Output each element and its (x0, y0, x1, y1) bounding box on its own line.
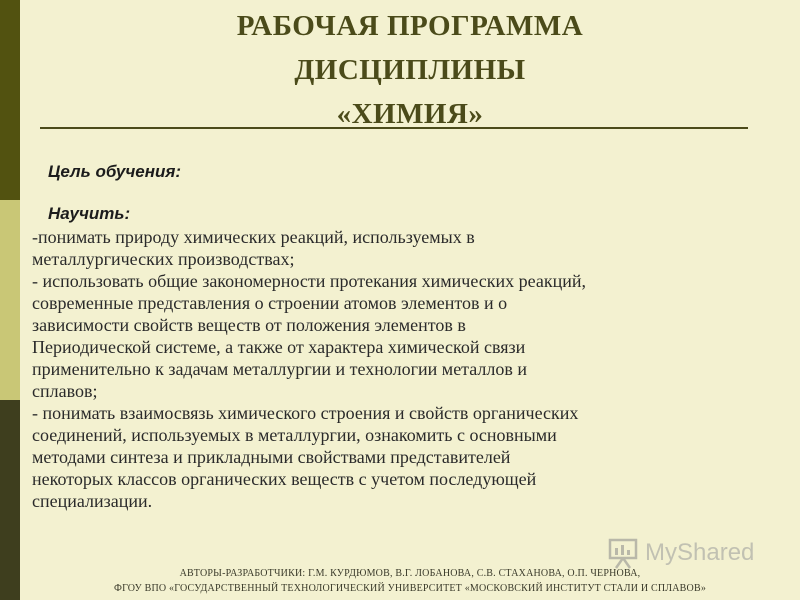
side-band-middle (0, 200, 20, 400)
objective-item (32, 226, 768, 270)
footer-line: АВТОРЫ-РАЗРАБОТЧИКИ: Г.М. КУРДЮМОВ, В.Г. ЛОБАНОВА, С.В. СТАХАНОВА, О.П. ЧЕРНОВА, (179, 568, 641, 579)
title-line: ДИСЦИПЛИНЫ (294, 54, 526, 86)
objective-line: - понимать взаимосвязь химического строения и свойств органических (32, 403, 579, 423)
objective-line: некоторых классов органических веществ с учетом последующей (32, 469, 537, 489)
side-band-bottom (0, 400, 20, 600)
authors-footer (20, 566, 800, 596)
footer-line: ФГОУ ВПО «ГОСУДАРСТВЕННЫЙ ТЕХНОЛОГИЧЕСКИЙ УНИВЕРСИТЕТ «МОСКОВСКИЙ ИНСТИТУТ СТАЛИ И СПЛАВОВ» (113, 583, 707, 594)
objective-line: современные представления о строении атомов элементов и о (32, 293, 508, 313)
title-line: РАБОЧАЯ ПРОГРАММА (236, 10, 584, 42)
side-band-top (0, 0, 20, 200)
slide-content (32, 162, 768, 512)
title-divider (40, 127, 748, 129)
objective-line: зависимости свойств веществ от положения элементов в (32, 315, 466, 335)
objective-line: - использовать общие закономерности протекания химических реакций, (32, 271, 586, 291)
objective-line: применительно к задачам металлургии и технологии металлов и (32, 359, 528, 379)
objective-line: Периодической системе, а также от характера химической связи (32, 337, 526, 357)
slide-title (20, 4, 800, 136)
objective-line: методами синтеза и прикладными свойствами представителей (32, 447, 511, 467)
title-line: «ХИМИЯ» (336, 98, 484, 130)
presentation-board-icon (607, 536, 641, 570)
objectives-list (32, 226, 768, 512)
learn-heading: Научить: (48, 204, 131, 223)
objective-item (32, 270, 768, 402)
objective-line: соединений, используемых в металлургии, ознакомить с основными (32, 425, 557, 445)
objective-line: специализации. (32, 491, 153, 511)
watermark-text: MyShared (645, 539, 755, 566)
goal-heading: Цель обучения: (48, 162, 182, 181)
objective-item (32, 402, 768, 512)
objective-line: сплавов; (32, 381, 98, 401)
objective-line: металлургических производствах; (32, 249, 295, 269)
objective-line: -понимать природу химических реакций, используемых в (32, 227, 475, 247)
